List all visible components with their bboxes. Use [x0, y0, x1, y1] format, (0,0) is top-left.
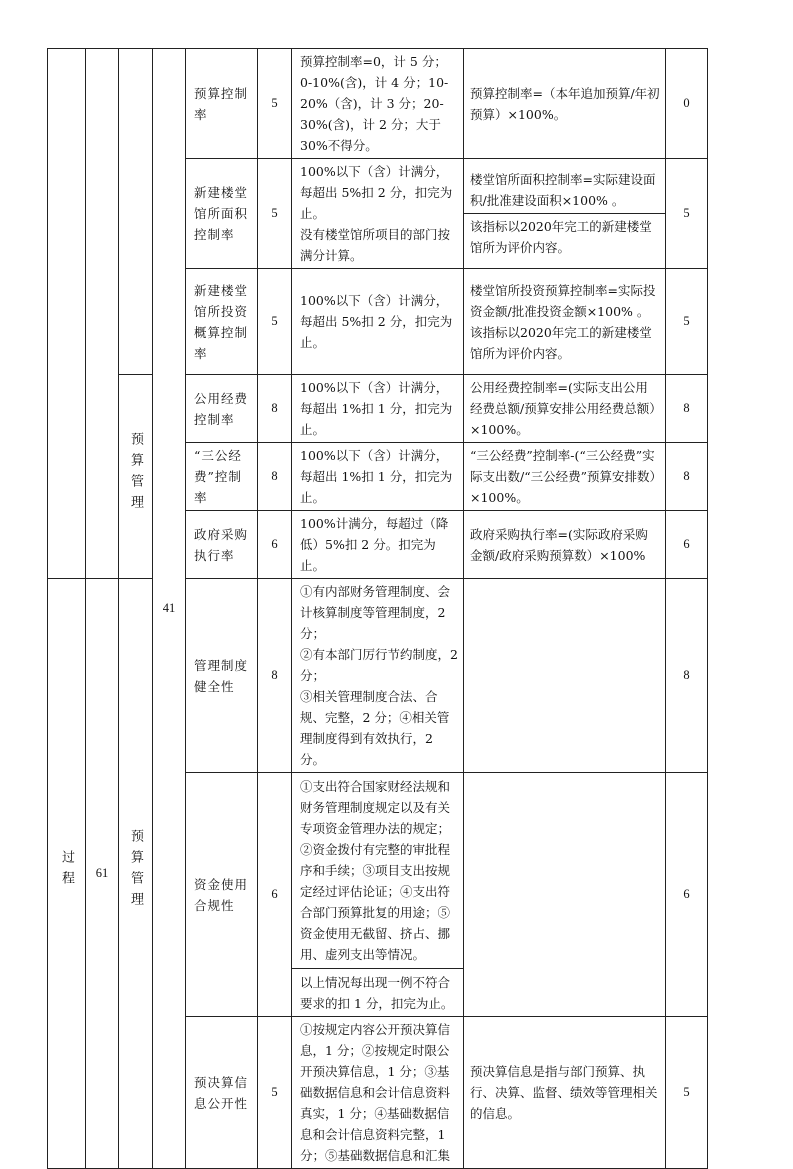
- standard-text: ①支出符合国家财经法规和财务管理制度规定以及有关专项资金管理办法的规定；②资金拨付有完整的审批程序和手续；③项目支出按规定经过评估论证；④支出符合部门预算批复的用途；⑤资金使用无截留、挤占、挪用、虚列支出等情况。: [292, 774, 463, 969]
- scoring-standard: [292, 579, 464, 773]
- standard-text: ②有本部门厉行节约制度，2 分；: [300, 647, 458, 683]
- indicator-description: [464, 579, 666, 773]
- level3-label-upper: 预算管理: [128, 431, 143, 516]
- scoring-standard: [292, 511, 464, 579]
- indicator-score: 8: [666, 443, 708, 511]
- scoring-standard: [292, 159, 464, 269]
- indicator-name-line: 资金使用: [194, 876, 249, 892]
- indicator-name-line: 馆所面积: [194, 206, 249, 221]
- standard-text: ①按规定内容公开预决算信息，1 分；②按规定时限公开预决算信息，1 分；③基础数据信息和会计信息资料真实，1 分；④基础数据信息和会计信息资料完整，1 分；⑤基础数据信息和汇集: [300, 1022, 451, 1163]
- indicator-description: [464, 375, 666, 443]
- indicator-description: [464, 49, 666, 159]
- standard-text: 100%以下（含）计满分，每超出 1%扣 1 分，扣完为止。: [300, 448, 453, 505]
- description-text: 政府采购执行率=(实际政府采购金额/政府采购预算数）×100%: [470, 526, 648, 563]
- table-row: [48, 375, 708, 443]
- indicator-score: 5: [666, 159, 708, 269]
- indicator-weight: 8: [258, 443, 292, 511]
- indicator-name-line: 执行率: [194, 547, 235, 563]
- description-text: 预决算信息是指与部门预算、执行、决算、监督、绩效等管理相关的信息。: [470, 1064, 658, 1121]
- indicator-name-line: 费”控制: [194, 469, 242, 484]
- indicator-score: 5: [666, 1017, 708, 1169]
- description-text: 楼堂馆所投资预算控制率=实际投资金额/批准投资金额×100% 。: [470, 282, 656, 319]
- level2-weight-cell: [153, 49, 186, 1169]
- indicator-weight: 8: [258, 375, 292, 443]
- level1-cell-lower: [48, 579, 86, 1169]
- indicator-name-line: 控制率: [194, 411, 235, 427]
- level1-weight-cell-lower: [86, 579, 119, 1169]
- indicator-name-cell: [186, 159, 258, 269]
- indicator-name-cell: [186, 1017, 258, 1169]
- indicator-name-line: 预算控制: [194, 85, 249, 101]
- indicator-name-line: 公用经费: [194, 390, 249, 406]
- indicator-name-line: 息公开性: [194, 1095, 249, 1111]
- indicator-name-cell: [186, 269, 258, 375]
- standard-text: 100%以下（含）计满分，每超出 5%扣 2 分，扣完为止。: [300, 293, 453, 350]
- indicator-score: 8: [666, 579, 708, 773]
- standard-text: 预算控制率=0，计 5 分；0-10%(含)，计 4 分；10-20%（含)，计 3 分；20-30%(含)，计 2 分；大于 30%不得分。: [300, 54, 449, 153]
- description-text: 预算控制率=（本年追加预算/年初预算）×100%。: [470, 85, 660, 122]
- indicator-name-cell: [186, 375, 258, 443]
- indicator-name-line: 馆所投资: [194, 303, 249, 319]
- description-text: 该指标以2020年完工的新建楼堂馆所为评价内容。: [470, 219, 652, 255]
- indicator-name-line: 新建楼堂: [194, 282, 249, 298]
- standard-text: ③相关管理制度合法、合规、完整，2 分；④相关管理制度得到有效执行，2 分。: [300, 689, 450, 767]
- indicator-description: [464, 269, 666, 375]
- indicator-description: [464, 1017, 666, 1169]
- scoring-standard: [292, 49, 464, 159]
- indicator-score: 6: [666, 511, 708, 579]
- level2-weight: 41: [162, 601, 176, 615]
- level1-label: 过程: [59, 849, 74, 892]
- indicator-name-cell: [186, 49, 258, 159]
- indicator-weight: 5: [258, 269, 292, 375]
- indicator-name-line: 政府采购: [194, 526, 249, 542]
- standard-text: 100%以下（含）计满分，每超出 5%扣 2 分，扣完为止。: [300, 164, 453, 221]
- indicator-name-line: 率: [194, 345, 208, 361]
- level1-cell-upper: [48, 49, 86, 579]
- table-row: [48, 49, 708, 159]
- level1-weight-cell-upper: [86, 49, 119, 579]
- indicator-weight: 6: [258, 511, 292, 579]
- indicator-name-cell: [186, 579, 258, 773]
- level3-cell-upper: [119, 375, 153, 579]
- description-text: 公用经费控制率=(实际支出公用经费总额/预算安排公用经费总额）×100%。: [470, 380, 656, 437]
- standard-text: 没有楼堂馆所项目的部门按满分计算。: [300, 227, 451, 263]
- indicator-name-line: 健全性: [194, 678, 235, 694]
- scoring-standard: [292, 375, 464, 443]
- level2-cell-upper: [119, 49, 153, 375]
- level1-weight: 61: [95, 866, 109, 880]
- indicator-description: [464, 159, 666, 269]
- indicator-name-line: 概算控制: [194, 324, 249, 340]
- indicator-name-cell: [186, 773, 258, 1017]
- indicator-name-line: 合规性: [194, 897, 235, 913]
- indicator-name-cell: [186, 443, 258, 511]
- evaluation-indicator-table: [47, 48, 708, 1169]
- indicator-score: 0: [666, 49, 708, 159]
- scoring-standard: [292, 773, 464, 1017]
- indicator-weight: 5: [258, 1017, 292, 1169]
- indicator-weight: 6: [258, 773, 292, 1017]
- indicator-name-line: 预决算信: [194, 1074, 249, 1090]
- indicator-score: 5: [666, 269, 708, 375]
- standard-text: ①有内部财务管理制度、会计核算制度等管理制度，2 分；: [300, 584, 451, 641]
- indicator-weight: 8: [258, 579, 292, 773]
- description-text: “三公经费”控制率-(“三公经费”实际支出数/“三公经费”预算安排数）×100%。: [470, 448, 656, 505]
- indicator-name-line: 管理制度: [194, 657, 249, 673]
- indicator-name-line: “三公经: [194, 448, 242, 463]
- indicator-weight: 5: [258, 159, 292, 269]
- level3-cell-lower: [119, 579, 153, 1169]
- standard-text: 100%计满分，每超过（降低）5%扣 2 分。扣完为止。: [300, 516, 449, 573]
- standard-text: 100%以下（含）计满分，每超出 1%扣 1 分，扣完为止。: [300, 380, 453, 437]
- scoring-standard: [292, 1017, 464, 1169]
- indicator-description: [464, 773, 666, 1017]
- indicator-score: 8: [666, 375, 708, 443]
- indicator-name-cell: [186, 511, 258, 579]
- indicator-name-line: 率: [194, 106, 208, 122]
- standard-deduction-text: 以上情况每出现一例不符合要求的扣 1 分，扣完为止。: [300, 974, 454, 1011]
- indicator-name-line: 控制率: [194, 227, 235, 242]
- indicator-name-line: 新建楼堂: [194, 185, 249, 200]
- indicator-name-line: 率: [194, 490, 208, 505]
- description-text: 楼堂馆所面积控制率=实际建设面积/批准建设面积×100% 。: [464, 167, 665, 214]
- table-row: [48, 579, 708, 773]
- indicator-score: 6: [666, 773, 708, 1017]
- scoring-standard: [292, 443, 464, 511]
- indicator-description: [464, 511, 666, 579]
- indicator-weight: 5: [258, 49, 292, 159]
- description-text: 该指标以2020年完工的新建楼堂馆所为评价内容。: [470, 324, 652, 361]
- scoring-standard: [292, 269, 464, 375]
- level3-label-lower: 预算管理: [128, 828, 143, 913]
- indicator-description: [464, 443, 666, 511]
